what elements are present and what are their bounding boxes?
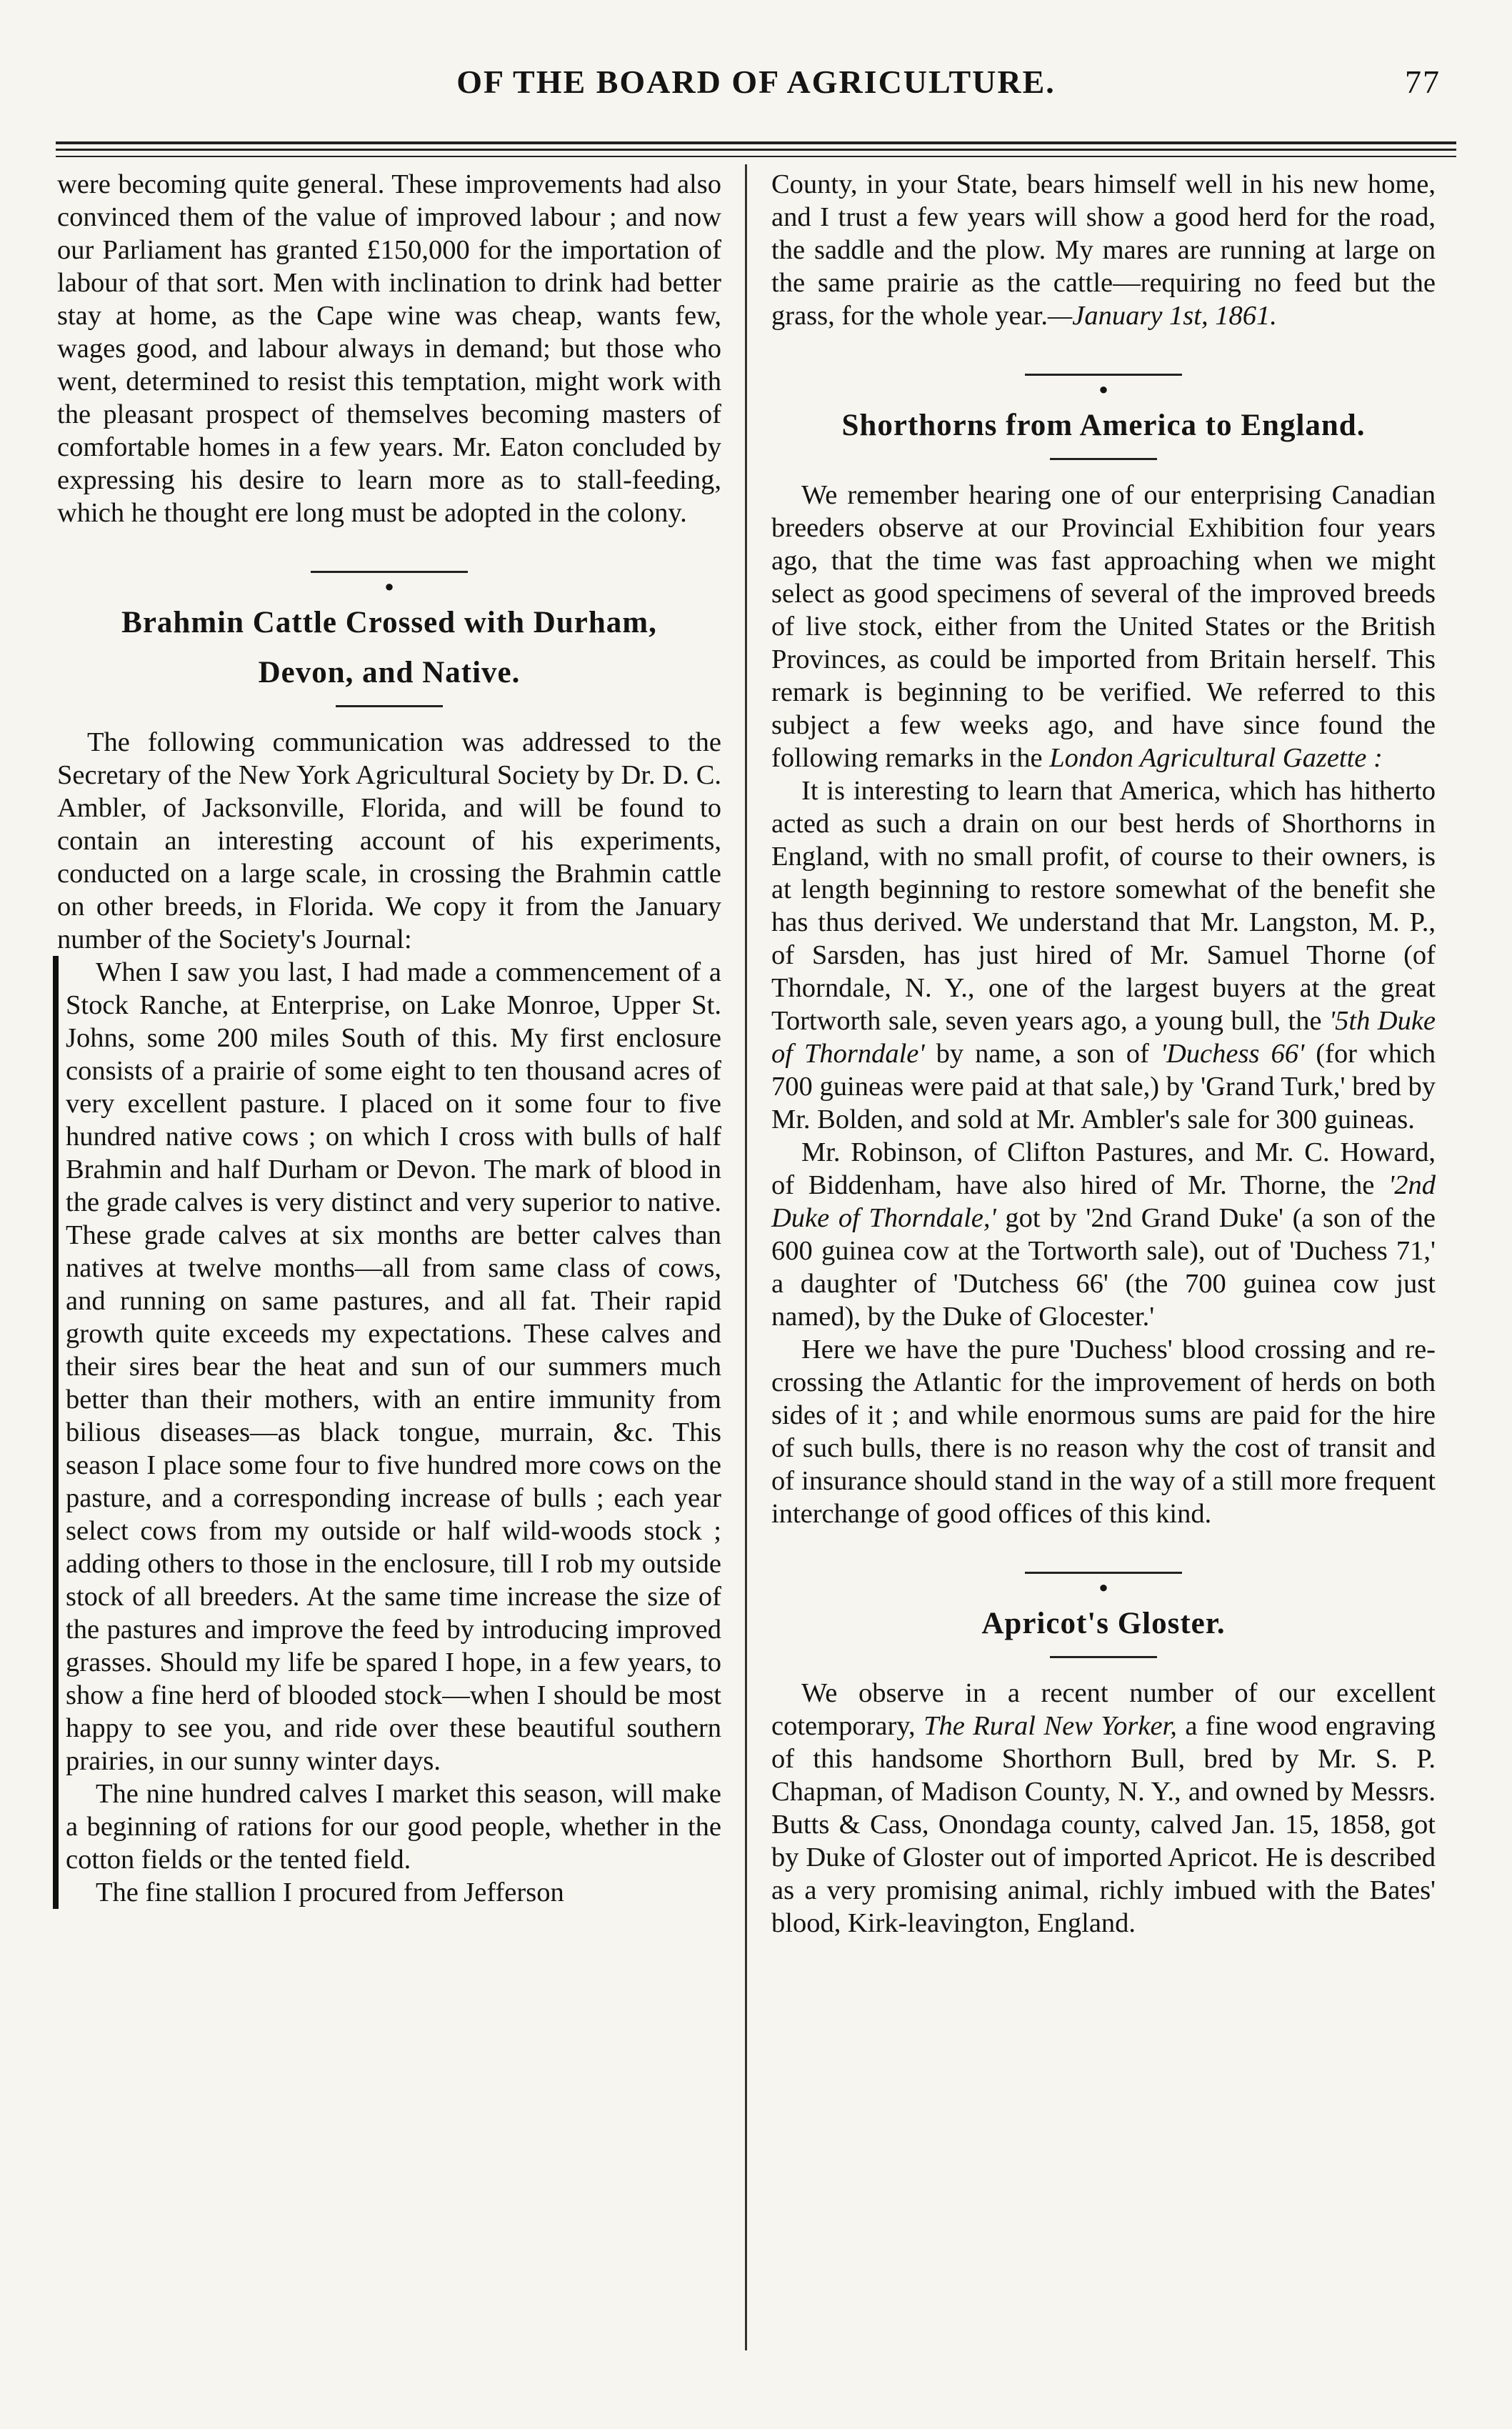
shorthorns-paragraph [771, 479, 1436, 774]
shorthorns-paragraph [771, 774, 1436, 1136]
shorthorns-p2-text-b: by name, a son of [936, 1039, 1149, 1069]
letter-continuation [771, 168, 1436, 332]
letter-date: —January 1st, 1861. [1048, 301, 1277, 331]
left-column [57, 168, 721, 1909]
cow-name-duchess-66: 'Duchess 66' [1160, 1039, 1305, 1069]
ambler-letter [53, 956, 721, 1909]
separator-ornament: ● [1096, 1578, 1111, 1596]
apricot-paragraph [771, 1677, 1436, 1940]
shorthorns-paragraph: Here we have the pure 'Duchess' blood crossing and re-crossing the Atlantic for the improvement of herds on both sides of it ; and while enormous sums are paid for the hire of such bulls, there is no reason why the cost of transit and of insurance should stand in the way of a still more frequent interchange of good offices of this kind. [771, 1335, 1436, 1529]
title-underline [1050, 1656, 1157, 1658]
header-rule-thick [56, 141, 1456, 144]
letter-paragraph: When I saw you last, I had made a commencement of a Stock Ranche, at Enterprise, on Lake Monroe, Upper St. Johns, some 200 miles South of this. My first enclosure consists of a prairie of some eight to ten thousand acres of very excellent pasture. I placed on it some four to five hundred native cows ; on which I cross with bulls of half Brahmin and half Durham or Devon. The mark of blood in the grade calves is very distinct and very superior to native. These grade calves at six months are better calves than natives at twelve months—all from same class of cows, and running on same pastures, and all fat. Their rapid growth quite exceeds my expectations. These calves and their sires bear the heat and sun of our summers much better than their mothers, with an entire immunity from bilious diseases—as black tongue, murrain, &c. This season I place some four to five hundred more cows on the pasture, and a corresponding increase of bulls ; each year select cows from my outside or half wild-woods stock ; adding others to those in the enclosure, till I rob my outside stock of all breeders. At the same time increase the size of the pastures and improve the feed by introducing improved grasses. Should my life be spared I hope, in a few years, to show a fine herd of blooded stock—when I should be most happy to see you, and ride over these beautiful southern prairies, in our sunny winter days. [66, 957, 721, 1776]
shorthorns-p1-text: We remember hearing one of our enterprising Canadian breeders observe at our Provincial Exhibition four years ago, that the time was fast approaching when we might select as good specimens of several of the improved breeds of live stock, either from the United States or the British Provinces, as could be imported from Britain herself. This remark is beginning to be verified. We referred to this subject a few weeks ago, and have since found the following remarks in the [771, 480, 1436, 773]
shorthorns-p2-text-c: (for which 700 guineas were paid at that sale,) by 'Grand Turk,' bred by Mr. Bolden, and sold at Mr. Ambler's sale for 300 guineas. [771, 1039, 1436, 1134]
title-underline [1050, 458, 1157, 460]
right-column [771, 168, 1436, 1940]
intro-continuation: were becoming quite general. These improvements had also convinced them of the value of improved labour ; and now our Parliament has granted £150,000 for the importation of labour of that sort. Men with inclination to drink had better stay at home, as the Cape wine was cheap, wants few, wages good, and labour always in demand; but those who went, determined to resist this temptation, might work with the pleasant prospect of themselves becoming masters of comfortable homes in a few years. Mr. Eaton concluded by expressing his desire to learn more as to stall-feeding, which he thought ere long must be adopted in the colony. [57, 169, 721, 528]
header-rule-middle [56, 149, 1456, 151]
article-title-apricots-gloster: Apricot's Gloster. [981, 1607, 1226, 1640]
column-divider [745, 164, 747, 2350]
apricot-text-b: a fine wood engraving of this handsome Shorthorn Bull, bred by Mr. S. P. Chapman, of Madison County, N. Y., and owned by Messrs. Butts & Cass, Onondaga county, calved Jan. 15, 1858, got by Duke of Gloster out of imported Apricot. He is described as a very promising animal, richly imbued with the Bates' blood, Kirk-leavington, England. [771, 1711, 1436, 1938]
source-rural-new-yorker: The Rural New Yorker, [923, 1711, 1177, 1741]
shorthorns-p3-text-a: Mr. Robinson, of Clifton Pastures, and Mr. C. Howard, of Biddenham, have also hired of Mr. Thorne, the [771, 1137, 1436, 1200]
letter-paragraph: The nine hundred calves I market this season, will make a beginning of rations for our good people, whether in the cotton fields or the tented field. [66, 1779, 721, 1875]
shorthorns-paragraph [771, 1136, 1436, 1333]
letter-paragraph: The fine stallion I procured from Jefferson [96, 1877, 564, 1907]
page-number: 77 [1405, 64, 1441, 100]
separator-ornament: ● [1096, 380, 1111, 398]
title-underline [336, 705, 443, 707]
separator-ornament: ● [381, 577, 396, 595]
header-rule-thin [56, 156, 1456, 157]
article-title-shorthorns: Shorthorns from America to England. [841, 409, 1366, 442]
source-gazette: London Agricultural Gazette : [1049, 743, 1383, 773]
shorthorns-p2-text-a: It is interesting to learn that America, which has hitherto acted as such a drain on our best herds of Shorthorns in England, with no small profit, of course to their owners, is at length beginning to restore somewhat of the benefit she has thus derived. We understand that Mr. Langston, M. P., of Sarsden, has just hired of Mr. Samuel Thorne (of Thorndale, N. Y., one of the largest buyers at the great Tortworth sale, seven years ago, a young bull, the [771, 776, 1436, 1036]
article-intro: The following communication was addressed to the Secretary of the New York Agricultural Society by Dr. D. C. Ambler, of Jacksonville, Florida, and will be found to contain an interesting account of his experiments, conducted on a large scale, in crossing the Brahmin cattle on other breeds, in Florida. We copy it from the January number of the Society's Journal: [57, 727, 721, 954]
letter-p3-end: County, in your State, bears himself well in his new home, and I trust a few years will show a good herd for the road, the saddle and the plow. My mares are running at large on the same prairie as the cattle—requiring no feed but the grass, for the whole year. [771, 169, 1436, 331]
bull-name-2nd-duke: '2nd Duke of Thorndale,' [771, 1170, 1436, 1233]
apricot-text-a: We observe in a recent number of our excellent cotemporary, [771, 1678, 1436, 1741]
article-title-brahmin-line1: Brahmin Cattle Crossed with Durham, [121, 606, 657, 639]
section-separator [771, 1567, 1436, 1596]
section-separator [57, 567, 721, 595]
bull-name-5th-duke: '5th Duke of Thorndale' [771, 1006, 1436, 1069]
article-title-brahmin-line2: Devon, and Native. [258, 656, 521, 689]
section-separator [771, 369, 1436, 398]
running-head [43, 63, 1469, 109]
shorthorns-p3-text-b: got by '2nd Grand Duke' (a son of the 600 guinea cow at the Tortworth sale), out of 'Duchess 71,' a daughter of 'Dutchess 66' (the 700 guinea cow just named), by the Duke of Glocester.' [771, 1203, 1436, 1332]
running-title: OF THE BOARD OF AGRICULTURE. [456, 64, 1056, 100]
